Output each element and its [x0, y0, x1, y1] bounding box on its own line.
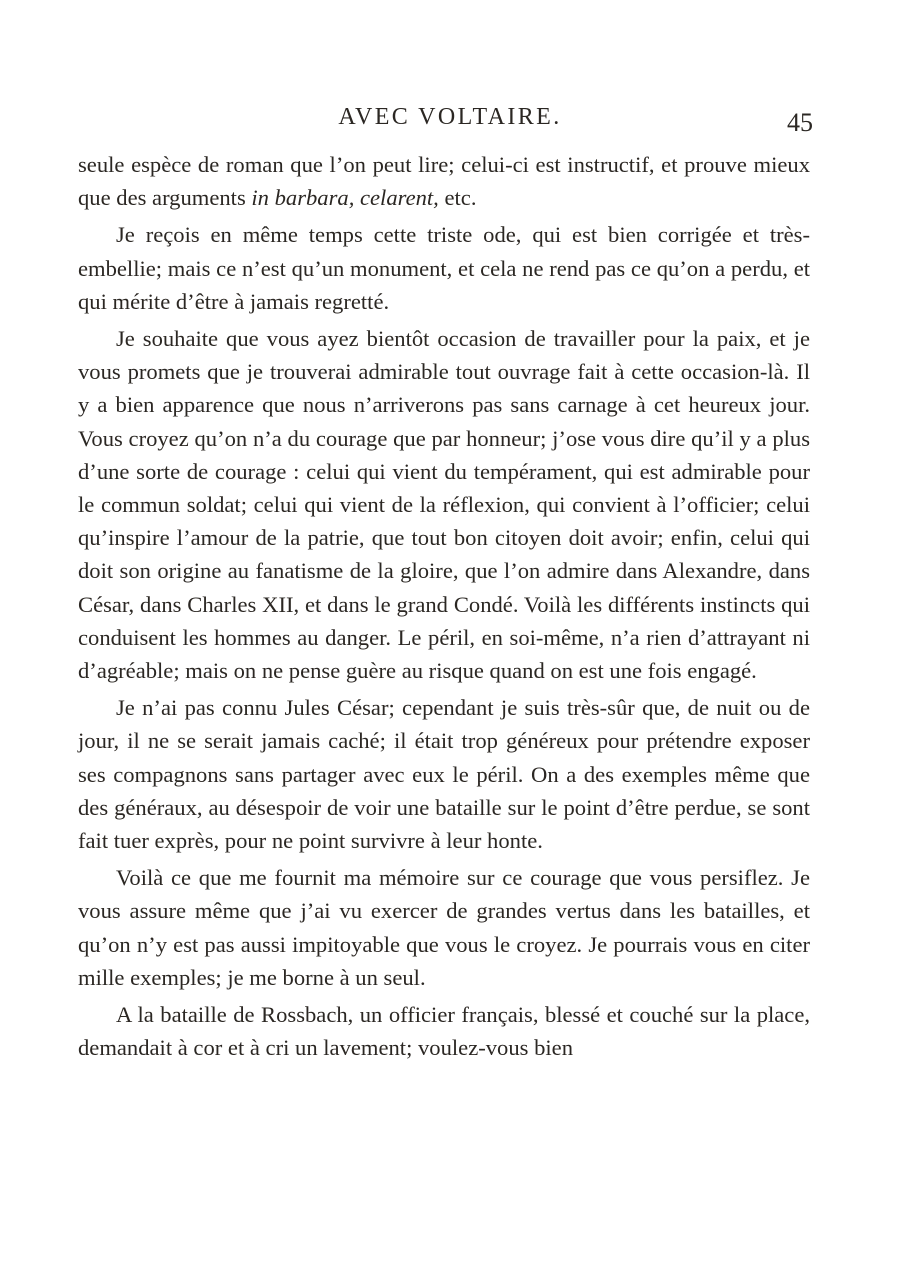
paragraph: Je n’ai pas connu Jules César; cependant je suis très-sûr que, de nuit ou de jour, il ne se serait jamais caché; il était trop généreux pour prétendre exposer ses compagnons sans partager avec eux le péril. On a des exemples même que des généraux, au désespoir de voir une bataille sur le point d’être perdue, se sont fait tuer exprès, pour ne point survivre à leur honte. [78, 695, 810, 854]
latin-phrase: in barbara, celarent, [251, 185, 439, 211]
page-number: 45 [787, 108, 813, 137]
paragraph: Voilà ce que me fournit ma mémoire sur ce courage que vous persiflez. Je vous assure même que j’ai vu exercer de grandes vertus dans les batailles, et qu’on n’y est pas aussi impitoyable que vous le croyez. Je pourrais vous en citer mille exemples; je me borne à un seul. [78, 865, 810, 990]
paragraph: Je reçois en même temps cette triste ode, qui est bien corrigée et très-embellie; mais ce n’est qu’un monument, et cela ne rend pas ce qu’on a perdu, et qui mérite d’être à jamais regretté. [78, 222, 810, 314]
paragraph-text: etc. [438, 185, 477, 211]
paragraph: A la bataille de Rossbach, un officier français, blessé et couché sur la place, demandait à cor et à cri un lavement; voulez-vous bien [78, 1002, 810, 1061]
paragraph-continued [78, 148, 810, 214]
body-text [78, 148, 810, 1068]
running-title: AVEC VOLTAIRE. [338, 104, 562, 130]
paragraph-text: seule espèce de roman que l’on peut lire; celui-ci est instructif, et prouve mieux que des arguments [78, 152, 810, 211]
running-head [0, 102, 900, 136]
paragraph: Je souhaite que vous ayez bientôt occasion de travailler pour la paix, et je vous promets que je trouverai admirable tout ouvrage fait à cette occasion-là. Il y a bien apparence que nous n’arriverons pas sans carnage à cet heureux jour. Vous croyez qu’on n’a du courage que par honneur; j’ose vous dire qu’il y a plus d’une sorte de courage : celui qui vient du tempérament, qui est admirable pour le commun soldat; celui qui vient de la réflexion, qui convient à l’officier; celui qu’inspire l’amour de la patrie, que tout bon citoyen doit avoir; enfin, celui qui doit son origine au fanatisme de la gloire, que l’on admire dans Alexandre, dans César, dans Charles XII, et dans le grand Condé. Voilà les différents instincts qui conduisent les hommes au danger. Le péril, en soi-même, n’a rien d’attrayant ni d’agréable; mais on ne pense guère au risque quand on est une fois engagé. [78, 326, 810, 684]
